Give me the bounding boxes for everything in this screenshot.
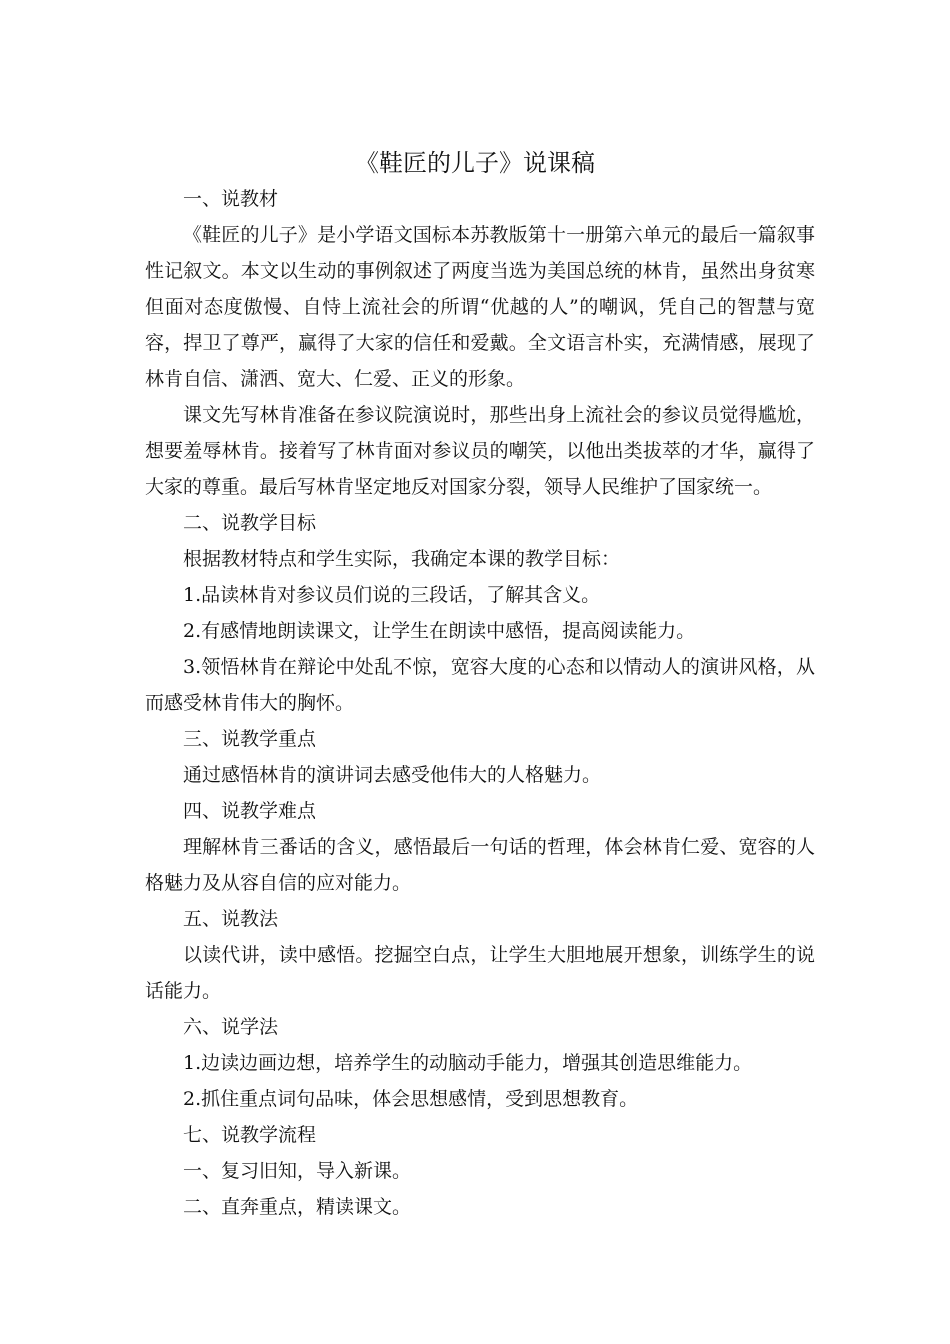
paragraph-text-structure: 课文先写林肯准备在参议院演说时，那些出身上流社会的参议员觉得尴尬，想要羞辱林肯。接着写了林肯面对参议员的嘲笑，以他出类拔萃的才华，赢得了大家的尊重。最后写林肯坚定地反对国家分裂，领导人民维护了国家统一。 xyxy=(145,404,815,498)
list-item-method-1: 1.边读边画边想，培养学生的动脑动手能力，增强其创造思维能力。 xyxy=(183,1052,753,1074)
list-item-goal-2: 2.有感情地朗读课文，让学生在朗读中感悟，提高阅读能力。 xyxy=(183,620,696,642)
paragraph-text: 根据教材特点和学生实际，我确定本课的教学目标： xyxy=(183,548,621,570)
section-heading-learning-method: 六、说学法 xyxy=(183,1016,279,1038)
section-heading-teaching-process: 七、说教学流程 xyxy=(183,1124,317,1146)
section-heading-teaching-material: 一、说教材 xyxy=(183,188,279,210)
paragraph-text: 理解林肯三番话的含义，感悟最后一句话的哲理，体会林肯仁爱、宽容的人格魅力及从容自信的应对能力。 xyxy=(145,836,815,894)
list-item-process-1: 一、复习旧知，导入新课。 xyxy=(183,1160,412,1182)
section-heading-teaching-goals: 二、说教学目标 xyxy=(183,512,317,534)
list-item-goal-1: 1.品读林肯对参议员们说的三段话，了解其含义。 xyxy=(183,584,601,606)
paragraph-text: 通过感悟林肯的演讲词去感受他伟大的人格魅力。 xyxy=(183,764,602,786)
paragraph-text-intro: 《鞋匠的儿子》是小学语文国标本苏教版第十一册第六单元的最后一篇叙事性记叙文。本文以生动的事例叙述了两度当选为美国总统的林肯，虽然出身贫寒但面对态度傲慢、自恃上流社会的所谓“优越的人”的嘲讽，凭自己的智慧与宽容，捍卫了尊严，赢得了大家的信任和爱戴。全文语言朴实，充满情感，展现了林肯自信、潇洒、宽大、仁爱、正义的形象。 xyxy=(145,224,815,390)
paragraph-text: 以读代讲，读中感悟。挖掘空白点，让学生大胆地展开想象，训练学生的说话能力。 xyxy=(145,944,815,1002)
document-title: 《鞋匠的儿子》说课稿 xyxy=(355,149,595,177)
list-item-method-2: 2.抓住重点词句品味，体会思想感情，受到思想教育。 xyxy=(183,1088,639,1110)
list-item-process-2: 二、直奔重点，精读课文。 xyxy=(183,1196,412,1218)
section-heading-teaching-method: 五、说教法 xyxy=(183,908,279,930)
section-heading-difficulties: 四、说教学难点 xyxy=(183,800,317,822)
section-heading-key-points: 三、说教学重点 xyxy=(183,728,317,750)
list-item-goal-3: 3.领悟林肯在辩论中处乱不惊，宽容大度的心态和以情动人的演讲风格，从而感受林肯伟大的胸怀。 xyxy=(145,656,815,714)
